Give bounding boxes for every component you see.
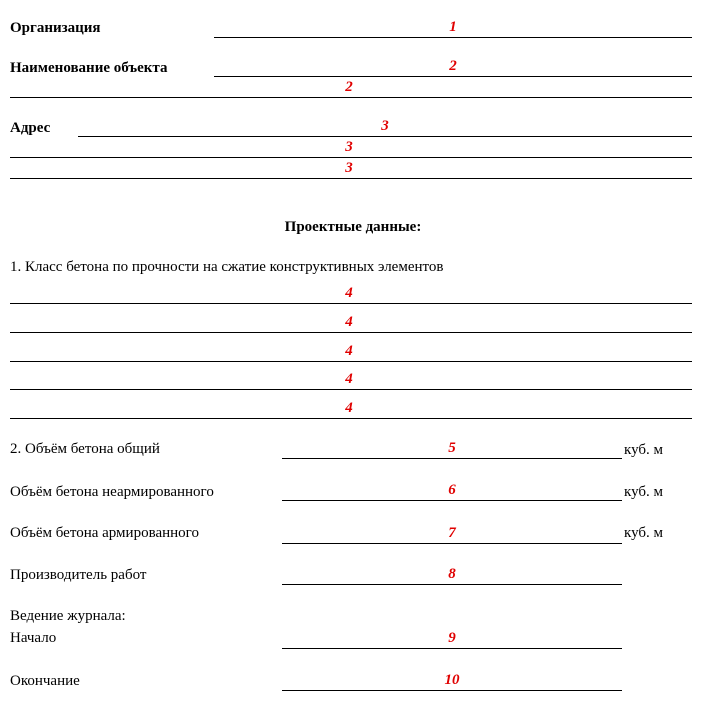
journal-end-field-rule [282, 690, 622, 691]
volume-reinforced-field[interactable] [282, 524, 622, 544]
concrete-class-line-1[interactable] [10, 284, 692, 304]
concrete-class-line-3-number: 4 [345, 343, 353, 359]
volume-unreinforced-unit: куб. м [624, 484, 664, 500]
object-field-continuation[interactable] [10, 78, 692, 98]
address-field[interactable] [78, 117, 692, 137]
journal-end-label: Окончание [10, 673, 80, 689]
concrete-class-line-5[interactable] [10, 399, 692, 419]
address-line-1-rule [10, 157, 692, 158]
volume-total-unit: куб. м [624, 442, 664, 458]
object-field-continuation-number: 2 [345, 79, 353, 95]
journal-end-field-number: 10 [444, 672, 460, 688]
object-field-continuation-rule [10, 97, 692, 98]
concrete-class-line-2-number: 4 [345, 314, 353, 330]
concrete-class-line-2[interactable] [10, 313, 692, 333]
address-line-1-number: 3 [345, 139, 353, 155]
address-line-1[interactable] [10, 138, 692, 158]
volume-total-label: 2. Объём бетона общий [10, 441, 160, 457]
concrete-class-line-2-rule [10, 332, 692, 333]
volume-reinforced-field-rule [282, 543, 622, 544]
volume-unreinforced-field[interactable] [282, 481, 622, 501]
volume-unreinforced-label: Объём бетона неармированного [10, 484, 214, 500]
volume-total-field-rule [282, 458, 622, 459]
organization-field[interactable] [214, 18, 692, 38]
contractor-field-rule [282, 584, 622, 585]
organization-label: Организация [10, 20, 101, 36]
volume-unreinforced-field-rule [282, 500, 622, 501]
object-label: Наименование объекта [10, 60, 168, 76]
volume-total-field[interactable] [282, 439, 622, 459]
journal-start-field[interactable] [282, 629, 622, 649]
object-field[interactable] [214, 57, 692, 77]
volume-reinforced-field-number: 7 [448, 525, 456, 541]
organization-field-number: 1 [449, 19, 457, 35]
concrete-class-line-4[interactable] [10, 370, 692, 390]
journal-label: Ведение журнала: [10, 608, 126, 624]
address-field-rule [78, 136, 692, 137]
address-label: Адрес [10, 120, 51, 136]
address-field-number: 3 [381, 118, 389, 134]
object-field-number: 2 [449, 58, 457, 74]
journal-start-field-number: 9 [448, 630, 456, 646]
volume-unreinforced-field-number: 6 [448, 482, 456, 498]
address-line-2-rule [10, 178, 692, 179]
concrete-class-line-3[interactable] [10, 342, 692, 362]
organization-field-rule [214, 37, 692, 38]
contractor-label: Производитель работ [10, 567, 147, 583]
journal-end-field[interactable] [282, 671, 622, 691]
address-line-2-number: 3 [345, 160, 353, 176]
volume-total-field-number: 5 [448, 440, 456, 456]
concrete-class-line-1-rule [10, 303, 692, 304]
concrete-class-line-4-rule [10, 389, 692, 390]
concrete-class-line-5-number: 4 [345, 400, 353, 416]
section-title: Проектные данные: [284, 219, 422, 235]
concrete-class-line-3-rule [10, 361, 692, 362]
concrete-class-line-4-number: 4 [345, 371, 353, 387]
object-field-rule [214, 76, 692, 77]
concrete-class-label: 1. Класс бетона по прочности на сжатие конструктивных элементов [10, 259, 444, 275]
address-line-2[interactable] [10, 159, 692, 179]
concrete-class-line-1-number: 4 [345, 285, 353, 301]
volume-reinforced-unit: куб. м [624, 525, 664, 541]
volume-reinforced-label: Объём бетона армированного [10, 525, 199, 541]
journal-start-label: Начало [10, 630, 57, 646]
journal-start-field-rule [282, 648, 622, 649]
concrete-class-line-5-rule [10, 418, 692, 419]
contractor-field-number: 8 [448, 566, 456, 582]
contractor-field[interactable] [282, 565, 622, 585]
